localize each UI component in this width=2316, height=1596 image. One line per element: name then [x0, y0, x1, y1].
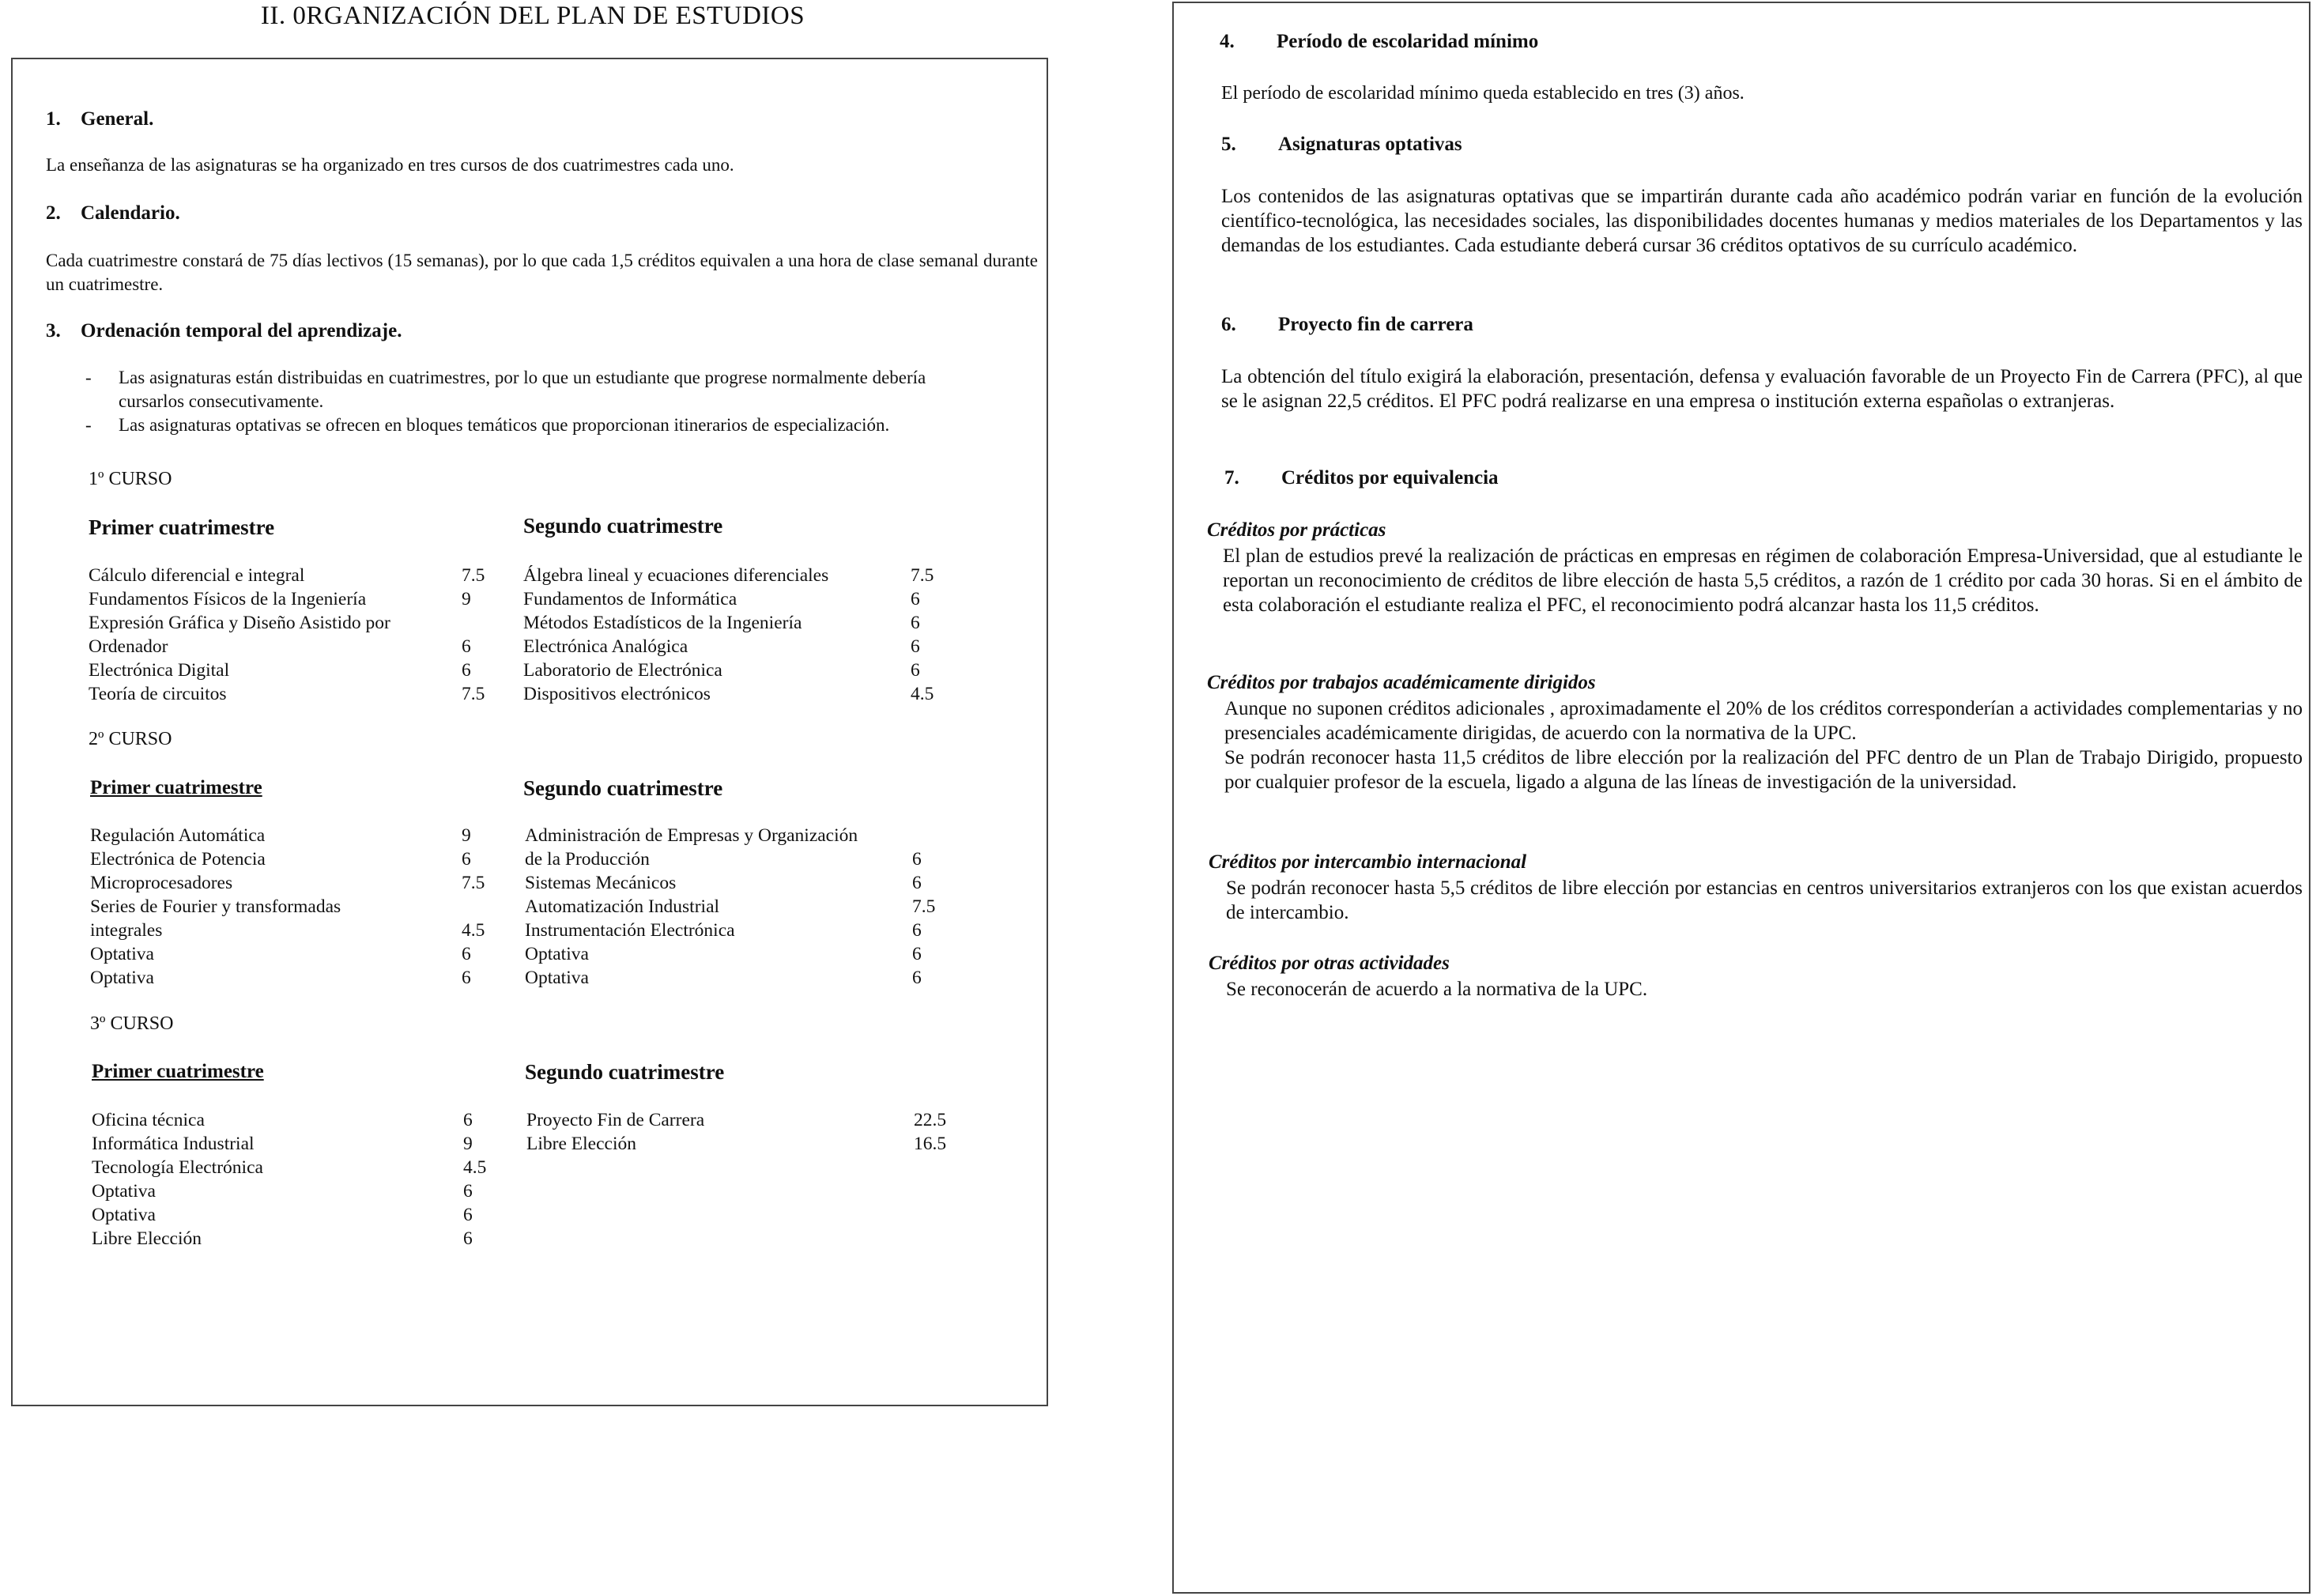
course-name: Optativa	[92, 1205, 156, 1225]
course-name: Oficina técnica	[92, 1110, 205, 1130]
course-name: Informática Industrial	[92, 1134, 255, 1154]
course-name: Libre Elección	[92, 1228, 202, 1249]
course-credits: 6	[911, 613, 920, 633]
course-credits: 7.5	[462, 684, 485, 704]
curso-2-segundo-heading: Segundo cuatrimestre	[523, 776, 723, 800]
course-name: Proyecto Fin de Carrera	[526, 1110, 705, 1130]
curso-3-segundo-heading: Segundo cuatrimestre	[525, 1060, 725, 1084]
list-item	[92, 1179, 503, 1203]
curso-2-segundo-list	[525, 824, 968, 990]
list-item	[525, 942, 968, 966]
course-name: Electrónica Digital	[89, 660, 230, 681]
course-credits: 6	[912, 873, 922, 893]
course-credits: 9	[462, 589, 471, 609]
subsection-otras-text: Se reconocerán de acuerdo a la normativa de la UPC.	[1226, 979, 1648, 1000]
list-item	[526, 1108, 969, 1132]
course-credits: 7.5	[911, 565, 934, 586]
section-general-text: La enseñanza de las asignaturas se ha organizado en tres cursos de dos cuatrimestres cada uno.	[46, 155, 734, 175]
section-pfc-heading	[1221, 314, 1473, 336]
curso-1-primer-list	[89, 564, 500, 706]
list-item	[525, 966, 968, 990]
course-credits: 9	[462, 825, 471, 846]
list-item	[523, 658, 966, 682]
list-item	[92, 1132, 503, 1156]
course-name: Libre Elección	[526, 1134, 636, 1154]
list-item	[92, 1227, 503, 1251]
list-item	[92, 1156, 503, 1179]
course-credits: 6	[911, 660, 920, 681]
course-name: Regulación Automática	[90, 825, 266, 846]
section-number: 6.	[1221, 314, 1236, 335]
course-name: Tecnología Electrónica	[92, 1157, 263, 1178]
course-credits: 6	[462, 968, 471, 988]
section-number: 5.	[1221, 134, 1236, 155]
course-credits: 6	[463, 1228, 473, 1249]
list-item	[90, 847, 501, 871]
section-optativas-heading	[1221, 134, 1462, 156]
section-optativas-text: Los contenidos de las asignaturas optativas que se impartirán durante cada año académico podrán variar en función de la evolución científico-tecnológica, las necesidades sociales, las disponibilidades docentes humanas y medios materiales de los Departamentos y las demandas de los estudiantes. Cada estudiante deberá cursar 36 créditos optativos de su currículo académico.	[1221, 186, 2303, 256]
course-name: Instrumentación Electrónica	[525, 920, 735, 941]
list-item	[525, 871, 968, 895]
bullet-list	[44, 366, 1032, 437]
curso-3-label: 3º CURSO	[90, 1013, 174, 1034]
course-name: Optativa	[525, 944, 589, 964]
section-title: Créditos por equivalencia	[1281, 467, 1499, 489]
section-title: General.	[81, 108, 154, 130]
section-title: Asignaturas optativas	[1278, 134, 1462, 155]
section-creditos-heading	[1224, 467, 1499, 489]
list-item	[90, 966, 501, 990]
course-name: Fundamentos de Informática	[523, 589, 737, 609]
course-name: Optativa	[525, 968, 589, 988]
course-credits: 22.5	[914, 1110, 947, 1130]
curso-3-primer-heading: Primer cuatrimestre	[92, 1061, 264, 1082]
course-name: Fundamentos Físicos de la Ingeniería	[89, 589, 367, 609]
course-name: Teoría de circuitos	[89, 684, 227, 704]
list-item	[90, 871, 501, 895]
section-escolaridad-heading	[1220, 31, 1538, 53]
bullet-text: Las asignaturas optativas se ofrecen en bloques temáticos que proporcionan itinerarios de especialización.	[119, 415, 890, 435]
course-credits: 6	[463, 1205, 473, 1225]
list-item	[89, 682, 500, 706]
section-calendario-text: Cada cuatrimestre constará de 75 días lectivos (15 semanas), por lo que cada 1,5 créditos equivalen a una hora de clase semanal durante un cuatrimestre.	[46, 251, 1038, 294]
section-title: Proyecto fin de carrera	[1278, 314, 1473, 335]
list-item	[525, 824, 968, 847]
list-item	[523, 635, 966, 658]
section-number: 7.	[1224, 467, 1239, 489]
list-item	[526, 1132, 969, 1156]
course-name: Optativa	[90, 968, 154, 988]
curso-2-primer-heading: Primer cuatrimestre	[90, 777, 262, 798]
course-credits: 6	[912, 968, 922, 988]
course-credits: 6	[462, 849, 471, 870]
list-item	[523, 682, 966, 706]
course-name: Sistemas Mecánicos	[525, 873, 677, 893]
course-credits: 6	[462, 660, 471, 681]
course-name: Expresión Gráfica y Diseño Asistido por	[89, 613, 390, 633]
section-title: Período de escolaridad mínimo	[1277, 31, 1539, 52]
section-title: Ordenación temporal del aprendizaje.	[81, 320, 402, 341]
list-item	[90, 942, 501, 966]
subsection-intercambio-text: Se podrán reconocer hasta 5,5 créditos de libre elección por estancias en centros universitarios extranjeros con los que existan acuerdos de intercambio.	[1226, 877, 2303, 923]
course-credits: 7.5	[912, 896, 936, 917]
course-name: Cálculo diferencial e integral	[89, 565, 305, 586]
section-ordenacion-heading	[46, 320, 402, 342]
list-item	[44, 366, 988, 413]
bullet-dash: -	[85, 368, 92, 387]
section-number: 1.	[46, 108, 61, 130]
list-item	[525, 847, 968, 871]
page-title: II. 0RGANIZACIÓN DEL PLAN DE ESTUDIOS	[260, 2, 805, 30]
course-credits: 4.5	[462, 920, 485, 941]
section-number: 3.	[46, 320, 61, 341]
list-item	[523, 611, 966, 635]
course-name: Álgebra lineal y ecuaciones diferenciales	[523, 565, 829, 586]
list-item	[89, 611, 500, 635]
course-credits: 6	[912, 849, 922, 870]
subsection-practicas-text: El plan de estudios prevé la realización de prácticas en empresas en régimen de colaboración Empresa-Universidad, que al estudiante le reportan un reconocimiento de créditos de libre elección de hasta 5,5 créditos, a razón de 1 crédito por cada 30 horas. Si en el ámbito de esta colaboración el estudiante realiza el PFC, el reconocimiento podrá alcanzar hasta los 11,5 créditos.	[1223, 545, 2303, 616]
course-credits: 6	[912, 920, 922, 941]
list-item	[525, 895, 968, 919]
subsection-trabajos-text-1: Aunque no suponen créditos adicionales , aproximadamente el 20% de los créditos corresponderían a actividades complementarias y no presenciales académicamente dirigidas, de acuerdo con la normativa de la UPC.	[1224, 698, 2303, 744]
course-name: Laboratorio de Electrónica	[523, 660, 722, 681]
course-name: Microprocesadores	[90, 873, 233, 893]
course-credits: 6	[911, 589, 920, 609]
list-item	[92, 1108, 503, 1132]
subsection-practicas-heading: Créditos por prácticas	[1207, 519, 1386, 541]
list-item	[525, 919, 968, 942]
list-item	[90, 824, 501, 847]
curso-1-primer-heading: Primer cuatrimestre	[89, 515, 275, 539]
course-credits: 16.5	[914, 1134, 947, 1154]
course-name: integrales	[90, 920, 163, 941]
section-number: 2.	[46, 202, 61, 224]
course-name: Optativa	[90, 944, 154, 964]
course-credits: 9	[463, 1134, 473, 1154]
course-name: Automatización Industrial	[525, 896, 720, 917]
section-calendario-heading	[46, 202, 180, 224]
course-credits: 6	[911, 636, 920, 657]
curso-3-primer-list	[92, 1108, 503, 1251]
course-credits: 4.5	[463, 1157, 487, 1178]
course-credits: 6	[462, 636, 471, 657]
curso-3-segundo-list	[526, 1108, 969, 1156]
list-item	[44, 413, 1035, 437]
list-item	[90, 895, 501, 919]
course-credits: 7.5	[462, 565, 485, 586]
course-name: Electrónica de Potencia	[90, 849, 266, 870]
course-credits: 4.5	[911, 684, 934, 704]
course-name: Dispositivos electrónicos	[523, 684, 711, 704]
course-name: Ordenador	[89, 636, 168, 657]
list-item	[89, 635, 500, 658]
subsection-trabajos-text-2: Se podrán reconocer hasta 11,5 créditos de libre elección por la realización del PFC dentro de un Plan de Trabajo Dirigido, propuesto por cualquier profesor de la escuela, ligado a alguna de las líneas de investigación de la universidad.	[1224, 747, 2303, 793]
list-item	[523, 587, 966, 611]
course-name: Administración de Empresas y Organización	[525, 825, 858, 846]
list-item	[92, 1203, 503, 1227]
course-credits: 6	[463, 1181, 473, 1202]
course-name: Electrónica Analógica	[523, 636, 688, 657]
course-credits: 7.5	[462, 873, 485, 893]
list-item	[523, 564, 966, 587]
section-general-heading	[46, 108, 153, 130]
section-title: Calendario.	[81, 202, 180, 224]
course-credits: 6	[912, 944, 922, 964]
list-item	[89, 587, 500, 611]
course-credits: 6	[462, 944, 471, 964]
curso-1-label: 1º CURSO	[89, 469, 172, 489]
bullet-dash: -	[85, 415, 92, 435]
bullet-text: Las asignaturas están distribuidas en cuatrimestres, por lo que un estudiante que progrese normalmente debería cursarlos consecutivamente.	[119, 368, 926, 411]
list-item	[89, 564, 500, 587]
course-name: Series de Fourier y transformadas	[90, 896, 341, 917]
course-name: de la Producción	[525, 849, 650, 870]
section-number: 4.	[1220, 31, 1235, 52]
curso-2-label: 2º CURSO	[89, 729, 172, 749]
section-escolaridad-text: El período de escolaridad mínimo queda establecido en tres (3) años.	[1221, 83, 1745, 104]
subsection-trabajos-heading: Créditos por trabajos académicamente dirigidos	[1207, 672, 1596, 693]
subsection-intercambio-heading: Créditos por intercambio internacional	[1209, 851, 1527, 873]
course-credits: 6	[463, 1110, 473, 1130]
list-item	[90, 919, 501, 942]
curso-1-segundo-heading: Segundo cuatrimestre	[523, 514, 723, 538]
subsection-otras-heading: Créditos por otras actividades	[1209, 953, 1450, 974]
curso-2-primer-list	[90, 824, 501, 990]
course-name: Métodos Estadísticos de la Ingeniería	[523, 613, 802, 633]
list-item	[89, 658, 500, 682]
section-pfc-text: La obtención del título exigirá la elaboración, presentación, defensa y evaluación favorable de un Proyecto Fin de Carrera (PFC), al que se le asignan 22,5 créditos. El PFC podrá realizarse en una empresa o institución externa españolas o extranjeras.	[1221, 366, 2303, 412]
course-name: Optativa	[92, 1181, 156, 1202]
curso-1-segundo-list	[523, 564, 966, 706]
